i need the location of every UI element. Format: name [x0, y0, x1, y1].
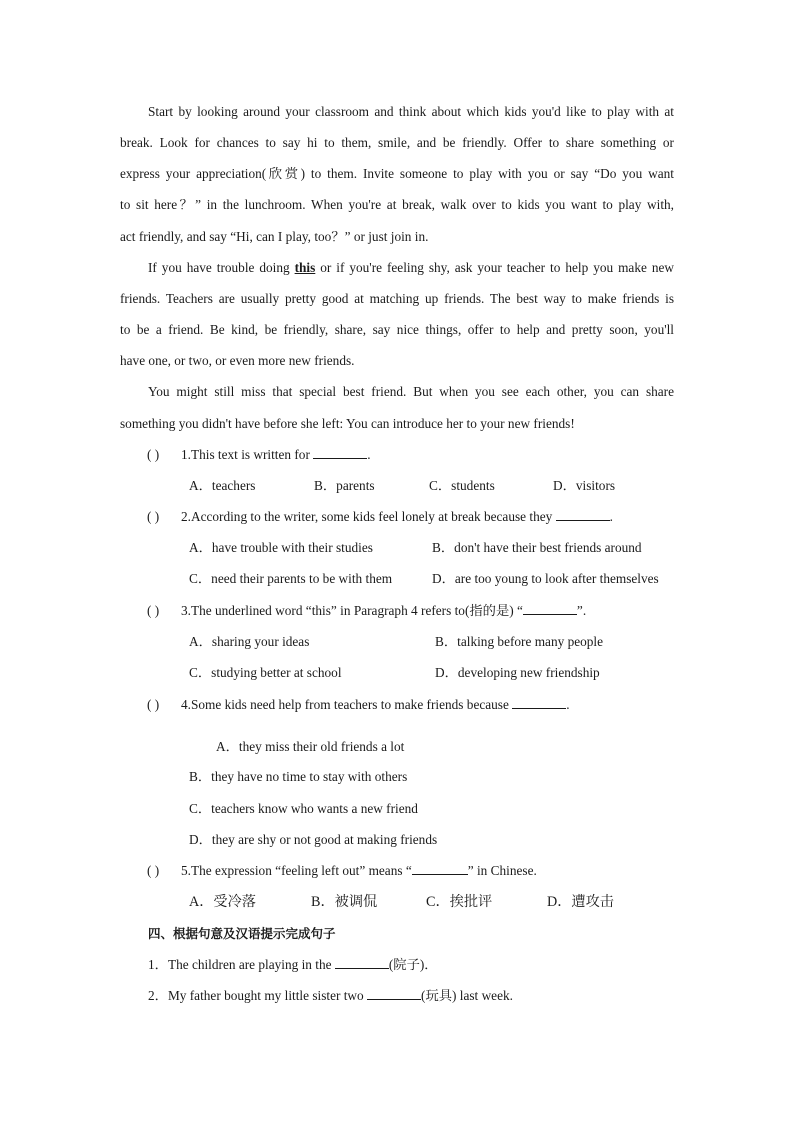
q2-option-b[interactable]: B．don't have their best friends around: [432, 540, 642, 555]
q4-option-c[interactable]: C．teachers know who wants a new friend: [189, 801, 418, 816]
passage-p3-line2: something you didn't have before she left: You can introduce her to your new friends!: [120, 416, 575, 431]
s4-item2-blank[interactable]: [367, 987, 421, 1000]
q4-blank[interactable]: [512, 696, 566, 709]
q4-stem: 4.Some kids need help from teachers to make friends because .: [181, 697, 570, 712]
q5-option-a[interactable]: A．受冷落: [189, 894, 256, 910]
q3-blank[interactable]: [523, 602, 577, 615]
passage-p2-line4: have one, or two, or even more new friends.: [120, 353, 355, 368]
q1-option-b[interactable]: B．parents: [314, 478, 375, 493]
q2-option-a[interactable]: A．have trouble with their studies: [189, 540, 373, 555]
q4-option-a[interactable]: A．they miss their old friends a lot: [216, 739, 405, 754]
passage-p2-line3: to be a friend. Be kind, be friendly, share, say nice things, offer to help and pretty soon, you'll: [120, 322, 674, 337]
underlined-word-this: this: [294, 260, 316, 275]
q1-option-d[interactable]: D．visitors: [553, 478, 616, 493]
q3-option-b[interactable]: B．talking before many people: [435, 634, 604, 649]
section-4-item-2: 2．My father bought my little sister two (玩具) last week.: [148, 988, 513, 1003]
q5-stem: 5.The expression “feeling left out” means “ ” in Chinese.: [181, 863, 537, 878]
q2-option-d[interactable]: D．are too young to look after themselves: [432, 571, 659, 586]
q4-option-b[interactable]: B．they have no time to stay with others: [189, 769, 408, 784]
q5-option-d[interactable]: D．遭攻击: [547, 894, 614, 910]
q1-option-a[interactable]: A．teachers: [189, 478, 256, 493]
q1-stem: 1.This text is written for .: [181, 447, 371, 462]
q3-option-d[interactable]: D．developing new friendship: [435, 665, 600, 680]
q1-option-c[interactable]: C．students: [429, 478, 495, 493]
q3-stem: 3.The underlined word “this” in Paragraph 4 refers to(指的是) “ ”.: [181, 603, 587, 618]
q5-option-b[interactable]: B．被调侃: [311, 894, 378, 910]
q3-option-c[interactable]: C．studying better at school: [189, 665, 342, 680]
passage-p2-line1: [148, 259, 674, 277]
passage-p1-line4: to sit here？” in the lunchroom. When you're at break, walk over to kids you want to play with,: [120, 197, 674, 212]
passage-p1-line2: break. Look for chances to say hi to them, smile, and be friendly. Offer to share something or: [120, 135, 674, 150]
q2-answer-paren[interactable]: ( ): [147, 509, 160, 524]
p2-end: or if you're feeling shy, ask your teacher to help you make new: [315, 260, 674, 275]
q3-answer-paren[interactable]: ( ): [147, 603, 160, 618]
q1-answer-paren[interactable]: ( ): [147, 447, 160, 462]
q2-stem: 2.According to the writer, some kids feel lonely at break because they .: [181, 509, 613, 524]
q5-option-c[interactable]: C．挨批评: [426, 894, 493, 910]
passage-p2-line2: friends. Teachers are usually pretty good at matching up friends. The best way to make friends is: [120, 291, 674, 306]
s4-item1-blank[interactable]: [335, 956, 389, 969]
q5-answer-paren[interactable]: ( ): [147, 863, 160, 878]
q4-answer-paren[interactable]: ( ): [147, 697, 160, 712]
section-4-title: 四、根据句意及汉语提示完成句子: [148, 926, 336, 941]
section-4-item-1: 1．The children are playing in the (院子)．: [148, 957, 438, 972]
q5-blank[interactable]: [412, 862, 468, 875]
q3-option-a[interactable]: A．sharing your ideas: [189, 634, 310, 649]
q1-blank[interactable]: [313, 446, 367, 459]
p2-start: If you have trouble doing: [148, 260, 295, 275]
q4-option-d[interactable]: D．they are shy or not good at making friends: [189, 832, 438, 847]
q2-blank[interactable]: [556, 508, 610, 521]
passage-p1-line1: Start by looking around your classroom and think about which kids you'd like to play with at: [148, 104, 674, 119]
passage-p1-line3: express your appreciation(欣赏) to them. Invite someone to play with you or say “Do you want: [120, 166, 674, 181]
passage-p1-line5: act friendly, and say “Hi, can I play, too？” or just join in.: [120, 229, 429, 244]
q2-option-c[interactable]: C．need their parents to be with them: [189, 571, 393, 586]
passage-p3-line1: You might still miss that special best friend. But when you see each other, you can share: [148, 384, 674, 399]
